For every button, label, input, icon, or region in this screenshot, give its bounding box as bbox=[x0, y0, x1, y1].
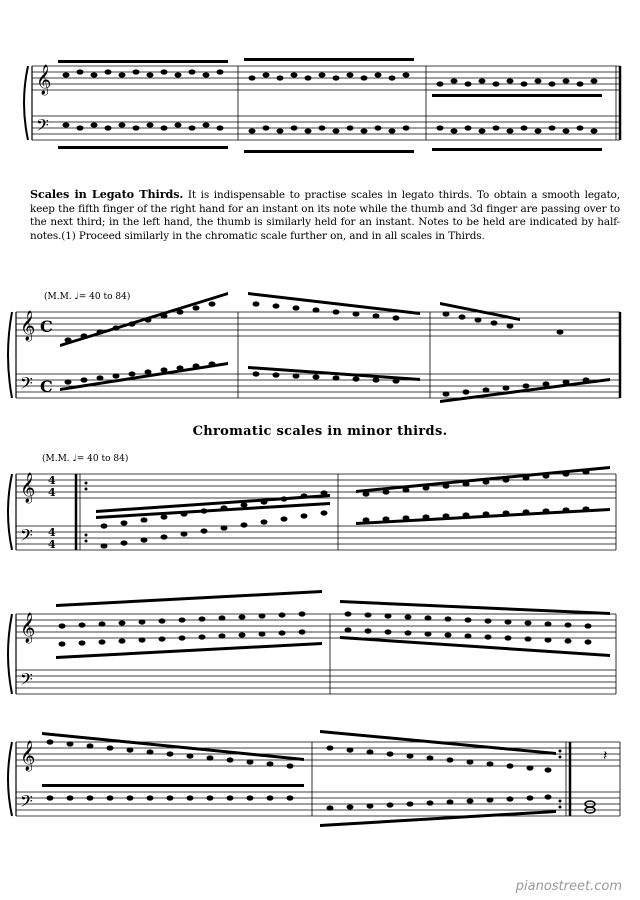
treble-clef-icon: 𝄞 bbox=[20, 311, 36, 341]
treble-clef-icon: 𝄞 bbox=[20, 473, 36, 503]
grand-staff-5 bbox=[0, 712, 640, 862]
common-time-icon: C bbox=[40, 317, 53, 336]
treble-clef-icon: 𝄞 bbox=[20, 613, 36, 643]
time-signature-top: 4 bbox=[48, 474, 56, 487]
bass-clef-icon: 𝄢 bbox=[20, 669, 33, 693]
bass-clef-icon: 𝄢 bbox=[20, 525, 33, 549]
quarter-rest-icon: 𝄽 bbox=[603, 748, 608, 764]
bass-clef-icon: 𝄢 bbox=[20, 373, 33, 397]
music-system-2 bbox=[0, 282, 640, 422]
common-time-icon: C bbox=[40, 377, 53, 396]
tempo-marking-2: (M.M. ♩= 40 to 84) bbox=[42, 454, 129, 464]
treble-clef-icon: 𝄞 bbox=[20, 741, 36, 771]
music-system-5 bbox=[0, 712, 640, 862]
bass-clef-icon: 𝄢 bbox=[36, 115, 49, 139]
time-signature-bottom: 4 bbox=[48, 486, 56, 499]
chromatic-scales-heading: Chromatic scales in minor thirds. bbox=[192, 424, 448, 439]
site-watermark: pianostreet.com bbox=[515, 879, 622, 894]
music-system-1 bbox=[0, 38, 640, 168]
svg-text:4: 4 bbox=[48, 538, 56, 551]
grand-staff-4 bbox=[0, 590, 640, 710]
music-system-4 bbox=[0, 590, 640, 710]
grand-staff-3 bbox=[0, 450, 640, 590]
grand-staff-2 bbox=[0, 282, 640, 422]
scales-in-legato-thirds-paragraph bbox=[30, 188, 620, 243]
svg-text:4: 4 bbox=[48, 526, 56, 539]
bass-clef-icon: 𝄢 bbox=[20, 791, 33, 815]
tempo-marking-1: (M.M. ♩= 40 to 84) bbox=[44, 292, 131, 302]
paragraph-body: It is indispensable to practise scales in legato thirds. To obtain a smooth legato, keep the fifth finger of the right hand for an instant on its note while the thumb and 3d finger are passing over to the next third; in the left hand, the thumb is similarly held for an instant. Notes to be held are indicated by half-notes.(1) Proceed similarly in the chromatic scale further on, and in all scales in Thirds. bbox=[30, 189, 621, 242]
paragraph-lead: Scales in Legato Thirds. bbox=[30, 187, 184, 201]
treble-clef-icon: 𝄞 bbox=[36, 65, 52, 95]
grand-staff-1 bbox=[0, 38, 640, 168]
music-system-3 bbox=[0, 450, 640, 590]
